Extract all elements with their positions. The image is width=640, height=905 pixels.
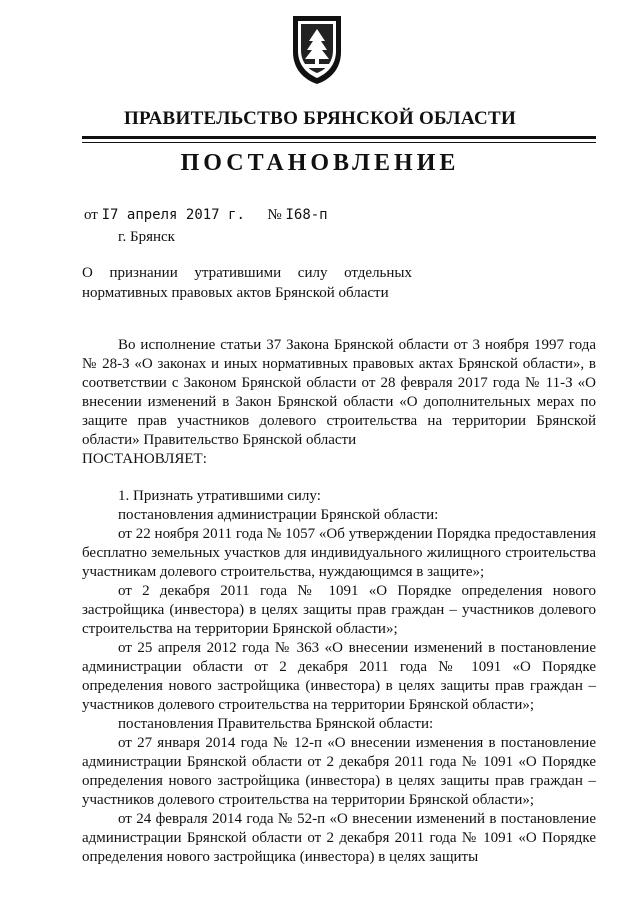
date-prefix: от: [84, 207, 98, 223]
government-title: ПРАВИТЕЛЬСТВО БРЯНСКОЙ ОБЛАСТИ: [123, 108, 517, 129]
paragraph: от 2 декабря 2011 года № 1091 «О Порядке определения нового застройщика (инвестора) в целях защиты прав граждан – участников долевого строительства на территории Брянской области»;: [82, 583, 596, 637]
paragraph: от 25 апреля 2012 года № 363 «О внесении изменений в постановление администрации области от 2 декабря 2011 года № 1091 «О Порядке определения нового застройщика (инвестора) в целях защиты прав граждан – участников долевого строительства на территории Брянской области»;: [82, 640, 596, 713]
paragraph: 1. Признать утратившими силу:: [118, 488, 321, 504]
city: г. Брянск: [118, 229, 175, 245]
document-subject: О признании утратившими силу отдельных нормативных правовых актов Брянской области: [82, 265, 412, 301]
paragraph: от 27 января 2014 года № 12-п «О внесении изменения в постановление администрации Брянской области от 2 декабря 2011 года № 1091 «О Порядке определения нового застройщика (инвестора) в целях защиты прав граждан – участников долевого строительства на территории Брянской области»;: [82, 735, 596, 808]
date-number-line: [84, 207, 328, 224]
paragraph: постановления Правительства Брянской области:: [118, 716, 434, 732]
document-type-title: ПОСТАНОВЛЕНИЕ: [180, 150, 460, 176]
header-rule-thin: [82, 142, 596, 143]
paragraph: Во исполнение статьи 37 Закона Брянской области от 3 ноября 1997 года № 28-З «О законах и иных нормативных правовых актах Брянской области», в соответствии с Законом Брянской области от 28 февраля 2017 года № 11-З «О внесении изменений в Закон Брянской области «О дополнительных мерах по защите прав участников долевого строительства на территории Брянской области» Правительство Брянской области: [82, 337, 596, 448]
paragraph: постановления администрации Брянской области:: [118, 507, 439, 523]
header-rule-thick: [82, 136, 596, 139]
number-prefix: №: [267, 207, 282, 223]
document-body: [82, 336, 596, 867]
paragraph: ПОСТАНОВЛЯЕТ:: [82, 451, 207, 467]
paragraph: от 24 февраля 2014 года № 52-п «О внесении изменений в постановление администрации Брянской области от 2 декабря 2011 года № 1091 «О Порядке определения нового застройщика (инвестора) в целях защиты: [82, 811, 596, 865]
bryansk-coat-of-arms-icon: [289, 12, 345, 86]
number-value: I68-п: [285, 207, 328, 223]
paragraph: от 22 ноября 2011 года № 1057 «Об утверждении Порядка предоставления бесплатно земельных участков для индивидуального жилищного строительства участникам долевого строительства, нуждающимся в защите»;: [82, 526, 596, 580]
date-value: I7 апреля 2017 г.: [101, 207, 245, 223]
